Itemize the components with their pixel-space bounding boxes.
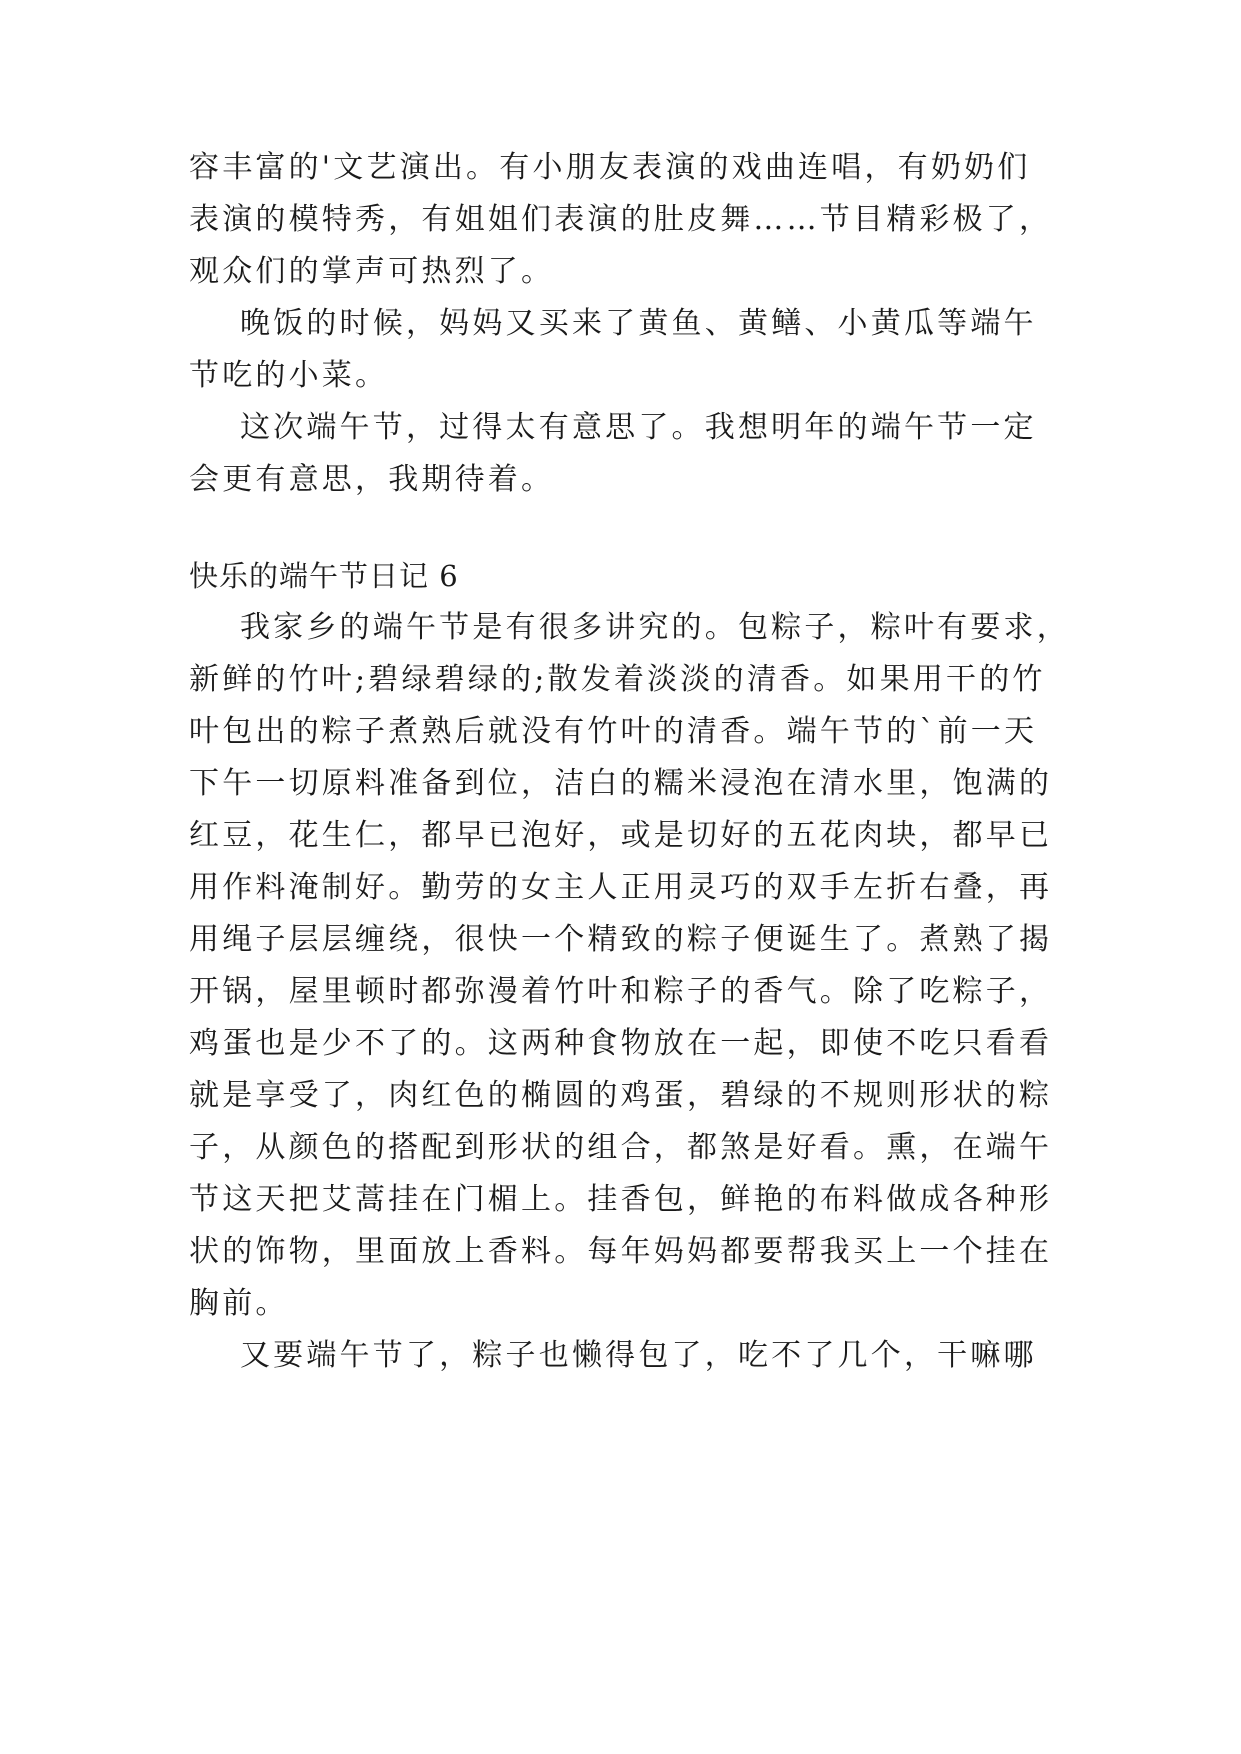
text-line: 鸡蛋也是少不了的。这两种食物放在一起，即使不吃只看看 — [189, 1026, 1053, 1061]
text-line: 子，从颜色的搭配到形状的组合，都煞是好看。熏，在端午 — [189, 1130, 1053, 1165]
text-line: 我家乡的端午节是有很多讲究的。包粽子，粽叶有要求， — [189, 610, 1070, 645]
text-line: 观众们的掌声可热烈了。 — [189, 254, 555, 289]
text-line: 这次端午节，过得太有意思了。我想明年的端午节一定 — [189, 410, 1037, 445]
text-line: 表演的模特秀，有姐姐们表演的肚皮舞……节目精彩极了， — [189, 202, 1053, 237]
text-line: 用作料淹制好。勤劳的女主人正用灵巧的双手左折右叠，再 — [189, 870, 1053, 905]
text-line: 开锅，屋里顿时都弥漫着竹叶和粽子的香气。除了吃粽子， — [189, 974, 1053, 1009]
text-line: 红豆，花生仁，都早已泡好，或是切好的五花肉块，都早已 — [189, 818, 1053, 853]
text-line: 胸前。 — [189, 1286, 289, 1321]
text-line: 状的饰物，里面放上香料。每年妈妈都要帮我买上一个挂在 — [189, 1234, 1053, 1269]
text-line: 就是享受了，肉红色的椭圆的鸡蛋，碧绿的不规则形状的粽 — [189, 1078, 1053, 1113]
text-line: 节吃的小菜。 — [189, 358, 389, 393]
text-line: 会更有意思，我期待着。 — [189, 462, 555, 497]
text-line: 节这天把艾蒿挂在门楣上。挂香包，鲜艳的布料做成各种形 — [189, 1182, 1053, 1217]
text-line: 用绳子层层缠绕，很快一个精致的粽子便诞生了。煮熟了揭 — [189, 922, 1053, 957]
text-line: 容丰富的'文艺演出。有小朋友表演的戏曲连唱，有奶奶们 — [189, 150, 1031, 185]
section-heading: 快乐的端午节日记 6 — [189, 559, 459, 593]
text-line: 新鲜的竹叶;碧绿碧绿的;散发着淡淡的清香。如果用干的竹 — [189, 662, 1046, 697]
text-line: 下午一切原料准备到位，洁白的糯米浸泡在清水里，饱满的 — [189, 766, 1053, 801]
text-line: 叶包出的粽子煮熟后就没有竹叶的清香。端午节的`前一天 — [189, 714, 1038, 749]
text-line: 晚饭的时候，妈妈又买来了黄鱼、黄鳝、小黄瓜等端午 — [189, 306, 1037, 341]
text-line: 又要端午节了，粽子也懒得包了，吃不了几个，干嘛哪 — [189, 1338, 1037, 1373]
